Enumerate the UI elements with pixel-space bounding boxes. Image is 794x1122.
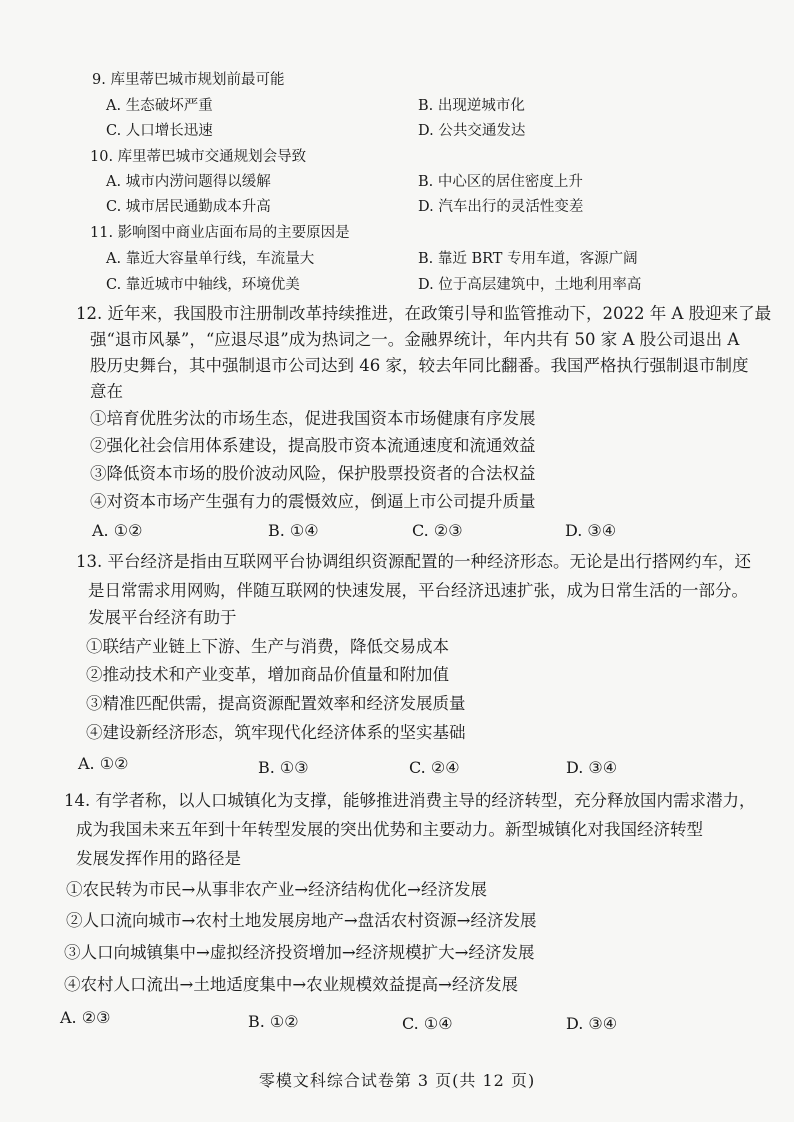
q13-option-a: A. ①② — [78, 754, 129, 773]
q12-option-a: A. ①② — [92, 521, 143, 540]
q12-stem-line-3: 股历史舞台，其中强制退市公司达到 46 家，较去年同比翻番。我国严格执行强制退市制度 — [90, 356, 749, 375]
q9-option-c: C. 人口增长迅速 — [106, 123, 213, 139]
q13-option-d: D. ③④ — [566, 758, 618, 777]
q11-option-c: C. 靠近城市中轴线，环境优美 — [106, 277, 300, 293]
q10-option-b: B. 中心区的居住密度上升 — [418, 174, 583, 190]
q13-stem-line-2: 是日常需求用网购，伴随互联网的快速发展，平台经济迅速扩张，成为日常生活的一部分。 — [88, 581, 748, 600]
q14-option-a: A. ②③ — [60, 1008, 111, 1027]
q9-option-b: B. 出现逆城市化 — [418, 98, 525, 114]
q11-option-b: B. 靠近 BRT 专用车道，客源广阔 — [418, 251, 638, 267]
q13-option-b: B. ①③ — [258, 758, 309, 777]
q13-statement-3: ③精准匹配供需，提高资源配置效率和经济发展质量 — [86, 694, 466, 713]
q12-option-d: D. ③④ — [565, 521, 617, 540]
q14-statement-2: ②人口流向城市→农村土地发展房地产→盘活农村资源→经济发展 — [66, 911, 537, 930]
q14-option-c: C. ①④ — [402, 1014, 453, 1033]
q13-stem-line-3: 发展平台经济有助于 — [88, 608, 237, 627]
q14-statement-3: ③人口向城镇集中→虚拟经济投资增加→经济规模扩大→经济发展 — [64, 943, 535, 962]
q11-option-d: D. 位于高层建筑中，土地利用率高 — [418, 277, 642, 293]
q9-option-a: A. 生态破坏严重 — [106, 98, 213, 114]
q14-stem-line-1: 14. 有学者称，以人口城镇化为支撑，能够推进消费主导的经济转型，充分释放国内需求潜力， — [64, 791, 756, 810]
q13-stem-line-1: 13. 平台经济是指由互联网平台协调组织资源配置的一种经济形态。无论是出行搭网约车，还 — [76, 552, 751, 571]
q13-option-c: C. ②④ — [409, 758, 460, 777]
q14-option-d: D. ③④ — [566, 1014, 618, 1033]
q11-option-a: A. 靠近大容量单行线，车流量大 — [106, 251, 315, 267]
q10-stem: 10. 库里蒂巴城市交通规划会导致 — [90, 149, 307, 165]
q10-option-a: A. 城市内涝问题得以缓解 — [106, 174, 271, 190]
q9-option-d: D. 公共交通发达 — [418, 123, 526, 139]
q12-statement-2: ②强化社会信用体系建设，提高股市资本流通速度和流通效益 — [90, 436, 536, 455]
q12-stem-line-1: 12. 近年来，我国股市注册制改革持续推进，在政策引导和监管推动下，2022 年 A 股迎来了最 — [76, 304, 772, 323]
q10-option-c: C. 城市居民通勤成本升高 — [106, 199, 271, 215]
q12-statement-1: ①培育优胜劣汰的市场生态，促进我国资本市场健康有序发展 — [90, 409, 536, 428]
q12-option-b: B. ①④ — [268, 521, 319, 540]
q13-statement-2: ②推动技术和产业变革，增加商品价值量和附加值 — [86, 665, 449, 684]
q12-option-c: C. ②③ — [412, 521, 463, 540]
q12-statement-3: ③降低资本市场的股价波动风险，保护股票投资者的合法权益 — [90, 464, 536, 483]
q14-option-b: B. ①② — [248, 1012, 299, 1031]
q14-stem-line-2: 成为我国未来五年到十年转型发展的突出优势和主要动力。新型城镇化对我国经济转型 — [76, 820, 703, 839]
q14-stem-line-3: 发展发挥作用的路径是 — [76, 849, 241, 868]
q12-stem-line-4: 意在 — [90, 382, 123, 401]
q12-statement-4: ④对资本市场产生强有力的震慑效应，倒逼上市公司提升质量 — [90, 492, 536, 511]
q12-stem-line-2: 强“退市风暴”，“应退尽退”成为热词之一。金融界统计，年内共有 50 家 A 股公司退出 A — [90, 330, 740, 349]
q9-stem: 9. 库里蒂巴城市规划前最可能 — [92, 72, 285, 88]
q13-statement-4: ④建设新经济形态，筑牢现代化经济体系的坚实基础 — [86, 723, 466, 742]
page-footer: 零模文科综合试卷第 3 页(共 12 页) — [258, 1071, 536, 1090]
q14-statement-1: ①农民转为市民→从事非农产业→经济结构优化→经济发展 — [66, 880, 487, 899]
q10-option-d: D. 汽车出行的灵活性变差 — [418, 199, 584, 215]
q11-stem: 11. 影响图中商业店面布局的主要原因是 — [90, 225, 350, 241]
q14-statement-4: ④农村人口流出→土地适度集中→农业规模效益提高→经济发展 — [64, 975, 518, 994]
q13-statement-1: ①联结产业链上下游、生产与消费，降低交易成本 — [86, 637, 449, 656]
